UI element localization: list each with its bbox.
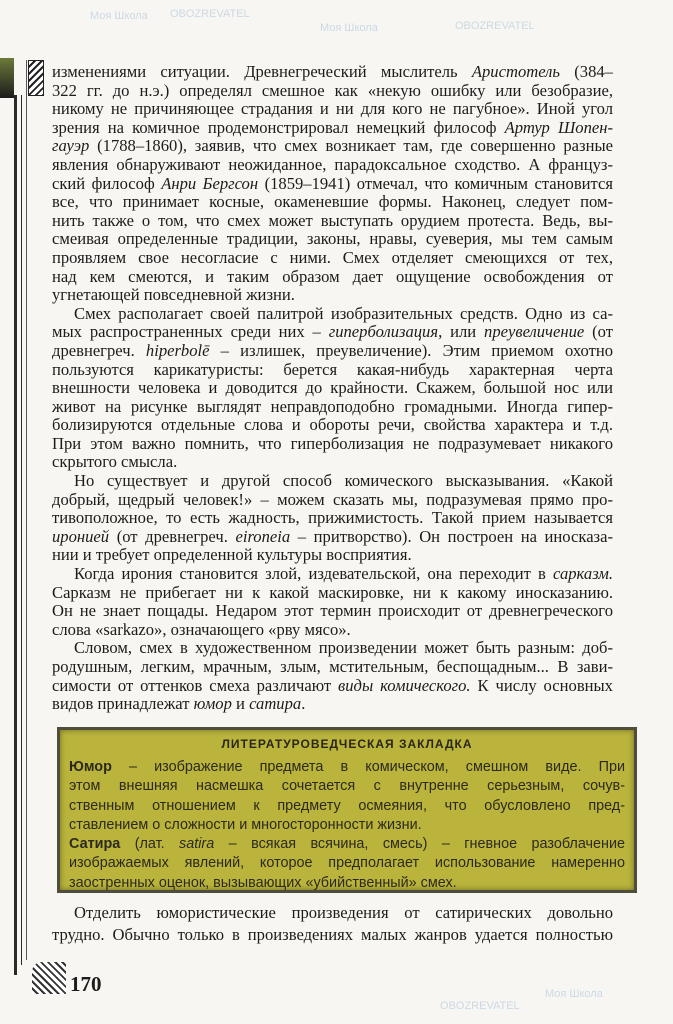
watermark: Моя Школа [90, 10, 148, 22]
text-span: над кем смеются, и таким образом дает ощущение освобождения от [52, 266, 613, 286]
text-span: слова «sarkazo», означающего «рву мясо». [52, 619, 351, 639]
text-span: проявляем свое несогласие с ними. Смех отделяет смеющихся от тех, [52, 247, 613, 267]
text-span: Когда ирония становится злой, издевательской, она переходит в [74, 564, 554, 584]
watermark: OBOZREVATEL [440, 1000, 520, 1012]
text-span: ственным отношением к предмету осмеяния, что обусловлено пред- [69, 797, 625, 814]
text-span: – излишек, преувеличение). Этим приемом охотно [209, 340, 613, 360]
text-line [69, 797, 625, 816]
watermark: OBOZREVATEL [455, 20, 535, 32]
italic-term: виды комического. [338, 675, 471, 695]
text-span: Сарказм не прибегает ни к какой маскировке, ни к какому иносказанию. [52, 582, 613, 602]
text-span: ский философ [52, 173, 162, 193]
page-number: 170 [70, 972, 102, 996]
text-line [52, 249, 613, 268]
footer-ornament-icon [32, 962, 66, 994]
text-span: – притворство). Он построен на иносказа- [290, 526, 613, 546]
bold-term: Юмор [69, 759, 112, 775]
watermark: OBOZREVATEL [170, 8, 250, 20]
text-line [69, 758, 625, 777]
text-line [52, 156, 613, 175]
text-span: Он не знает пощады. Недаром этот термин происходит от древнегреческого [52, 601, 613, 621]
text-line [52, 175, 613, 194]
text-span: (от [584, 322, 613, 342]
text-span: скрытого смысла. [52, 452, 178, 472]
text-line [52, 621, 613, 640]
text-line [52, 193, 613, 212]
text-line [52, 323, 613, 342]
text-line [52, 602, 613, 621]
main-text [52, 63, 613, 714]
italic-term: Анри Бергсон [161, 173, 259, 193]
italic-term: Артур Шопен- [504, 117, 614, 137]
text-line [52, 212, 613, 231]
literary-note-box [57, 727, 637, 893]
text-span: трудно. Обычно только в произведениях малых жанров удается полностью [52, 925, 613, 944]
text-line [52, 361, 613, 380]
italic-term: иронией [52, 526, 110, 546]
text-line [69, 854, 625, 873]
text-line [52, 268, 613, 287]
text-span: и [231, 694, 250, 714]
text-span: все, что принимает косные, окаменевшие формы. Наконец, следует пом- [52, 192, 613, 212]
text-line [52, 286, 613, 305]
text-line [52, 398, 613, 417]
text-span: заостренных оценок, вызывающих «убийственный» смех. [69, 874, 457, 891]
text-span: этом внешняя насмешка сочетается с внутренне серьезным, сочув- [69, 778, 625, 795]
text-span: , или [438, 322, 485, 342]
text-span: нить также о том, что смех может выступать орудием протеста. Ведь, вы- [52, 210, 613, 230]
ornament-icon [28, 60, 44, 96]
italic-term: гиперболизация [328, 322, 439, 342]
text-line [52, 305, 613, 324]
text-span: болизируются отдельные слова и обороты речи, свойства характера и т.д. [52, 415, 613, 435]
text-span: смеивая определенные традиции, законы, нравы, суеверия, мы тем самым [52, 229, 613, 249]
text-line [52, 453, 613, 472]
text-line [52, 379, 613, 398]
text-span: добрый, щедрый человек!» – можем сказать мы, подразумевая прямо про- [52, 489, 613, 509]
text-line [52, 902, 613, 924]
text-span: Отделить юмористические произведения от сатирических довольно [74, 903, 613, 922]
text-line [52, 639, 613, 658]
text-span: угнетающей повседневной жизни. [52, 285, 295, 305]
text-span: древнегреч. [52, 340, 146, 360]
italic-term: Аристотель [471, 62, 560, 81]
text-span: – изображение предмета в комическом, смешном виде. При [111, 759, 625, 775]
text-span: изменениями ситуации. Древнегреческий мыслитель [52, 62, 472, 81]
text-line [52, 435, 613, 454]
text-span: зрения на комичное продемонстрировал немецкий философ [52, 117, 505, 137]
italic-term: hiperbolē [145, 340, 210, 360]
text-span: никому не причиняющее страдания и ни для кого не пагубное». Иной угол [52, 99, 613, 119]
text-line [52, 565, 613, 584]
text-line [52, 82, 613, 101]
text-line [52, 472, 613, 491]
continuation-text [52, 902, 613, 946]
text-span: ставлением о сложности и многосторонности жизни. [69, 816, 422, 833]
text-span: тивоположное, то есть жадность, прижимистость. Такой прием называется [52, 508, 613, 528]
text-span: . [301, 694, 306, 714]
text-line [52, 528, 613, 547]
text-line [52, 137, 613, 156]
italic-term: сатира [249, 694, 302, 714]
watermark: Моя Школа [320, 22, 378, 34]
text-span: пользуются карикатуристы: берется какая-нибудь характерная черта [52, 359, 613, 379]
page-corner-image [0, 58, 14, 98]
text-line [52, 695, 613, 714]
italic-term: satira [179, 836, 215, 853]
text-line [52, 491, 613, 510]
italic-term: eironeia [235, 526, 291, 546]
text-line [52, 546, 613, 565]
italic-term: сарказм. [553, 564, 613, 584]
text-span: (лат. [120, 836, 180, 853]
page-border-line [21, 95, 22, 965]
text-span: Но существует и другой способ комического высказывания. «Какой [74, 471, 613, 491]
text-span: – всякая всячина, смесь) – гневное разоблачение [214, 836, 625, 853]
text-span: (от древнегреч. [109, 526, 236, 546]
text-line [69, 835, 625, 854]
text-line [69, 874, 625, 893]
italic-term: юмор [193, 694, 232, 714]
bold-term: Сатира [69, 836, 121, 853]
text-span: (384– [559, 62, 613, 81]
text-line [69, 777, 625, 796]
text-span: видов принадлежат [52, 694, 194, 714]
text-span: К числу основных [470, 675, 613, 695]
text-line [52, 677, 613, 696]
note-box-title: ЛИТЕРАТУРОВЕДЧЕСКАЯ ЗАКЛАДКА [221, 737, 473, 751]
text-span: 322 гг. до н.э.) определял смешное как «некую ошибку или безобразие, [52, 80, 613, 100]
text-line [52, 342, 613, 361]
page-border-line [14, 95, 17, 975]
text-line [52, 63, 613, 82]
text-span: симости от оттенков смеха различают [52, 675, 339, 695]
text-line [52, 658, 613, 677]
text-span: Словом, смех в художественном произведении может быть разным: доб- [74, 638, 613, 658]
text-span: живот на рисунке выглядят неправдоподобно громадными. Иногда гипер- [52, 396, 613, 416]
text-span: Смех располагает своей палитрой изобразительных средств. Одно из са- [74, 303, 613, 323]
text-line [52, 416, 613, 435]
text-span: родушным, легким, мрачным, злым, мстительным, беспощадным... В зави- [52, 657, 613, 676]
text-span: (1788–1860), заявив, что смех возникает там, где совершенно разные [89, 136, 613, 156]
text-line [52, 584, 613, 603]
note-box-text [69, 758, 625, 893]
text-span: нии и требует определенной культуры восприятия. [52, 545, 412, 565]
text-line [52, 924, 613, 946]
text-span: При этом важно помнить, что гиперболизация не подразумевает никакого [52, 433, 613, 453]
text-span: внешности человека и доводится до крайности. Скажем, большой нос или [52, 378, 613, 398]
text-line [52, 509, 613, 528]
text-line [69, 816, 625, 835]
text-line [52, 100, 613, 119]
italic-term: гауэр [52, 136, 90, 156]
watermark: Моя Школа [545, 988, 603, 1000]
text-line [52, 119, 613, 138]
text-span: явления обнаруживают неожиданное, парадоксальное сходство. А француз- [52, 154, 613, 174]
italic-term: преувеличение [484, 322, 585, 342]
text-line [52, 230, 613, 249]
text-span: (1859–1941) отмечал, что комичным становится [258, 173, 613, 193]
text-span: изображаемых явлений, которое предполагает использование намеренно [69, 855, 625, 872]
text-span: мых распространенных среди них – [52, 322, 329, 342]
page-border-line [26, 60, 27, 960]
